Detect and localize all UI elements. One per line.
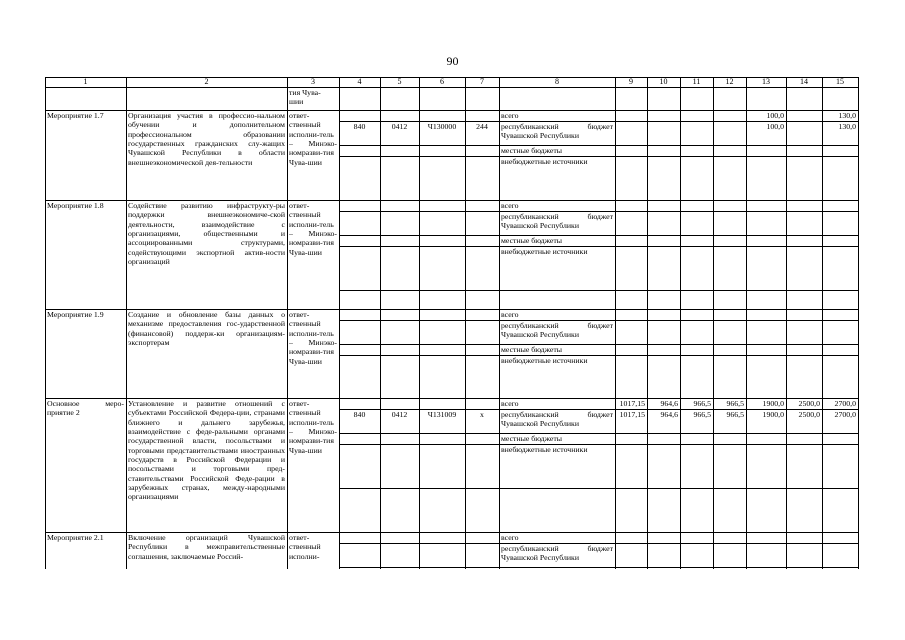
grid-line <box>858 532 859 569</box>
funding-source-label: республиканский бюджет Чувашской Республики <box>501 212 613 231</box>
grid-line <box>713 309 714 398</box>
grid-line <box>746 87 747 110</box>
grid-line <box>339 87 340 110</box>
grid-line <box>339 200 340 309</box>
grid-line <box>339 398 340 532</box>
grid-line <box>499 398 500 532</box>
grid-line <box>419 532 420 569</box>
grid-line <box>380 398 381 532</box>
grid-line <box>713 87 714 110</box>
grid-line <box>680 77 681 87</box>
grid-line <box>287 87 288 110</box>
grid-line <box>465 532 466 569</box>
funding-value-col-10: 964,6 <box>660 410 678 419</box>
header-cell-col-10: 10 <box>659 77 668 86</box>
budget-code-c4: 840 <box>353 122 366 131</box>
grid-line <box>822 532 823 569</box>
grid-line <box>786 309 787 398</box>
funding-source-label: всего <box>501 310 519 319</box>
grid-line <box>126 87 127 110</box>
grid-line <box>419 309 420 398</box>
grid-line <box>746 200 747 309</box>
grid-line <box>786 398 787 532</box>
row-executor-col3: ответ-ственный исполни- <box>289 533 321 561</box>
grid-line <box>380 110 381 200</box>
grid-line <box>45 77 859 78</box>
funding-source-label: местные бюджеты <box>501 434 563 443</box>
row-title-col1: Мероприятие 1.8 <box>47 201 104 210</box>
header-cell-col-12: 12 <box>725 77 734 86</box>
funding-value-col-13: 1900,0 <box>762 410 784 419</box>
grid-line <box>746 110 747 200</box>
funding-value-col-9: 1017,15 <box>619 410 645 419</box>
funding-value-col-12: 966,5 <box>726 410 744 419</box>
grid-line <box>380 309 381 398</box>
header-cell-col-3: 3 <box>311 77 315 86</box>
grid-line <box>615 200 616 309</box>
grid-line <box>822 87 823 110</box>
row-description-col2: Включение организаций Чувашской Республики в межправительственные соглашения, заключаемые Россий- <box>128 533 285 561</box>
grid-line <box>126 309 127 398</box>
header-cell-col-1: 1 <box>83 77 88 86</box>
grid-line <box>822 200 823 309</box>
grid-line <box>713 532 714 569</box>
grid-line <box>746 77 747 87</box>
funding-source-label: местные бюджеты <box>501 236 563 245</box>
grid-line <box>647 200 648 309</box>
grid-line <box>680 398 681 532</box>
grid-line <box>647 110 648 200</box>
row-executor-col3: ответ-ственный исполни-тель – Минэко-номразви-тия Чува-шии <box>289 201 337 257</box>
grid-line <box>287 309 288 398</box>
grid-line <box>287 110 288 200</box>
grid-line <box>615 398 616 532</box>
grid-line <box>713 398 714 532</box>
grid-line <box>499 77 500 87</box>
grid-line <box>419 200 420 309</box>
row-executor-col3: ответ-ственный исполни-тель – Минэко-номразви-тия Чува-шии <box>289 399 337 455</box>
grid-line <box>647 87 648 110</box>
grid-line <box>465 309 466 398</box>
grid-line <box>126 77 127 87</box>
funding-value-col-15: 130,0 <box>838 111 856 120</box>
funding-source-label: всего <box>501 399 519 408</box>
grid-line <box>858 398 859 532</box>
grid-line <box>499 532 500 569</box>
budget-code-c7: 244 <box>476 122 488 131</box>
grid-line <box>465 398 466 532</box>
header-cell-col-11: 11 <box>692 77 701 86</box>
grid-line <box>680 532 681 569</box>
grid-line <box>822 110 823 200</box>
grid-line <box>126 110 127 200</box>
funding-source-label: всего <box>501 201 519 210</box>
header-cell-col-9: 9 <box>629 77 633 86</box>
grid-line <box>858 110 859 200</box>
row-title-col1: Мероприятие 1.9 <box>47 310 104 319</box>
header-cell-col-8: 8 <box>555 77 559 86</box>
funding-value-col-10: 964,6 <box>660 399 678 408</box>
funding-source-label: республиканский бюджет Чувашской Республики <box>501 321 613 340</box>
grid-line <box>419 110 420 200</box>
grid-line <box>746 398 747 532</box>
grid-line <box>713 77 714 87</box>
grid-line <box>287 532 288 569</box>
row-title-col1: Мероприятие 1.7 <box>47 111 104 120</box>
grid-line <box>786 200 787 309</box>
row-title-col1: Мероприятие 2.1 <box>47 533 104 542</box>
funding-source-label: республиканский бюджет Чувашской Республики <box>501 122 613 141</box>
row-title-col1: Основное меро-приятие 2 <box>47 399 124 418</box>
grid-line <box>419 398 420 532</box>
budget-code-c6: Ч131009 <box>427 410 457 419</box>
grid-line <box>647 532 648 569</box>
grid-line <box>615 77 616 87</box>
funding-value-col-14: 2500,0 <box>798 410 820 419</box>
header-cell-col-14: 14 <box>800 77 808 86</box>
grid-line <box>615 309 616 398</box>
grid-line <box>713 200 714 309</box>
grid-line <box>786 87 787 110</box>
grid-line <box>680 309 681 398</box>
budget-code-c6: Ч130000 <box>427 122 457 131</box>
grid-line <box>746 309 747 398</box>
grid-line <box>858 77 859 87</box>
budget-code-c5: 0412 <box>391 122 408 131</box>
grid-line <box>499 110 500 200</box>
funding-value-col-15: 130,0 <box>838 122 856 131</box>
header-cell-col-6: 6 <box>440 77 444 86</box>
grid-line <box>499 200 500 309</box>
grid-line <box>45 77 46 87</box>
header-cell-col-4: 4 <box>357 77 362 86</box>
grid-line <box>647 77 648 87</box>
grid-line <box>465 110 466 200</box>
grid-line <box>858 200 859 309</box>
funding-source-label: всего <box>501 533 519 542</box>
row-executor-col3: ответ-ственный исполни-тель – Минэко-номразви-тия Чува-шии <box>289 111 337 167</box>
grid-line <box>380 77 381 87</box>
grid-line <box>339 567 859 568</box>
budget-code-c5: 0412 <box>391 410 408 419</box>
continuation-cell-col3: тия Чува- шии <box>289 88 321 107</box>
grid-line <box>822 309 823 398</box>
budget-code-c7: x <box>480 410 484 419</box>
row-description-col2: Содействие развитию инфраструкту-ры поддержки внешнеэкономиче-ской деятельности, взаимодействие с организациями, общественными и ассоциированными структурами, содействующими экспортной актив-ности организаций <box>128 201 285 267</box>
grid-line <box>339 309 340 398</box>
grid-line <box>858 309 859 398</box>
grid-line <box>45 532 46 569</box>
grid-line <box>615 532 616 569</box>
grid-line <box>647 398 648 532</box>
grid-line <box>45 87 859 88</box>
grid-line <box>339 77 340 87</box>
header-cell-col-13: 13 <box>762 77 770 86</box>
grid-line <box>380 532 381 569</box>
grid-line <box>419 77 420 87</box>
grid-line <box>287 398 288 532</box>
grid-line <box>786 110 787 200</box>
funding-value-col-9: 1017,15 <box>619 399 645 408</box>
grid-line <box>380 200 381 309</box>
funding-value-col-15: 2700,0 <box>834 399 856 408</box>
funding-source-label: местные бюджеты <box>501 146 563 155</box>
page-number: 90 <box>446 54 459 68</box>
funding-source-label: местные бюджеты <box>501 345 563 354</box>
row-executor-col3: ответ-ственный исполни-тель – Минэко-номразви-тия Чува-шии <box>289 310 337 366</box>
funding-source-label: республиканский бюджет Чувашской Республики <box>501 544 613 563</box>
funding-value-col-13: 100,0 <box>766 122 784 131</box>
grid-line <box>822 398 823 532</box>
header-cell-col-5: 5 <box>397 77 402 86</box>
grid-line <box>615 87 616 110</box>
grid-line <box>339 110 340 200</box>
grid-line <box>126 532 127 569</box>
grid-line <box>126 398 127 532</box>
grid-line <box>822 77 823 87</box>
row-description-col2: Организация участия в профессио-нальном обучении и дополнительном профессиональном образовании государственных гражданских слу-жащих Чувашской Республики в области внешнеэкономической дея-тельности <box>128 111 285 167</box>
grid-line <box>339 532 340 569</box>
grid-line <box>746 532 747 569</box>
grid-line <box>680 87 681 110</box>
grid-line <box>713 110 714 200</box>
grid-line <box>647 309 648 398</box>
funding-source-label: всего <box>501 111 519 120</box>
grid-line <box>786 77 787 87</box>
funding-value-col-11: 966,5 <box>693 410 711 419</box>
grid-line <box>680 110 681 200</box>
funding-source-label: внебюджетные источники <box>501 247 588 256</box>
grid-line <box>126 200 127 309</box>
funding-source-label: внебюджетные источники <box>501 157 588 166</box>
grid-line <box>45 398 46 532</box>
grid-line <box>45 200 46 309</box>
grid-line <box>786 532 787 569</box>
grid-line <box>45 87 46 110</box>
row-description-col2: Установление и развитие отношений с субъектами Российской Федера-ции, странами ближнего и дальнего зарубежья, взаимодействие с феде-ральными органами государственной власти, посольствами и торговыми представительствами иностранных государств в Российской Федерации и посольствами и торговыми пред-ставительствами Российской Феде-рации в зарубежных странах, между-народными организациями <box>128 399 285 502</box>
grid-line <box>680 200 681 309</box>
grid-line <box>499 309 500 398</box>
header-cell-col-7: 7 <box>480 77 484 86</box>
row-description-col2: Создание и обновление базы данных о механизме предоставления гос-ударственной (финансовой) поддерж-ки организациям-экспортерам <box>128 310 285 348</box>
funding-source-label: внебюджетные источники <box>501 356 588 365</box>
grid-line <box>465 87 466 110</box>
grid-line <box>465 200 466 309</box>
grid-line <box>465 77 466 87</box>
grid-line <box>858 87 859 110</box>
header-cell-col-2: 2 <box>204 77 209 86</box>
grid-line <box>339 488 859 489</box>
funding-value-col-13: 1900,0 <box>762 399 784 408</box>
grid-line <box>499 87 500 110</box>
grid-line <box>339 290 859 291</box>
funding-source-label: внебюджетные источники <box>501 445 588 454</box>
grid-line <box>419 87 420 110</box>
funding-value-col-14: 2500,0 <box>798 399 820 408</box>
funding-value-col-11: 966,5 <box>693 399 711 408</box>
grid-line <box>287 77 288 87</box>
funding-value-col-12: 966,5 <box>726 399 744 408</box>
grid-line <box>45 110 46 200</box>
grid-line <box>287 200 288 309</box>
budget-code-c4: 840 <box>353 410 366 419</box>
grid-line <box>380 87 381 110</box>
funding-value-col-13: 100,0 <box>766 111 784 120</box>
header-cell-col-15: 15 <box>836 77 844 86</box>
grid-line <box>615 110 616 200</box>
funding-source-label: республиканский бюджет Чувашской Республики <box>501 410 613 429</box>
grid-line <box>45 309 46 398</box>
funding-value-col-15: 2700,0 <box>834 410 856 419</box>
